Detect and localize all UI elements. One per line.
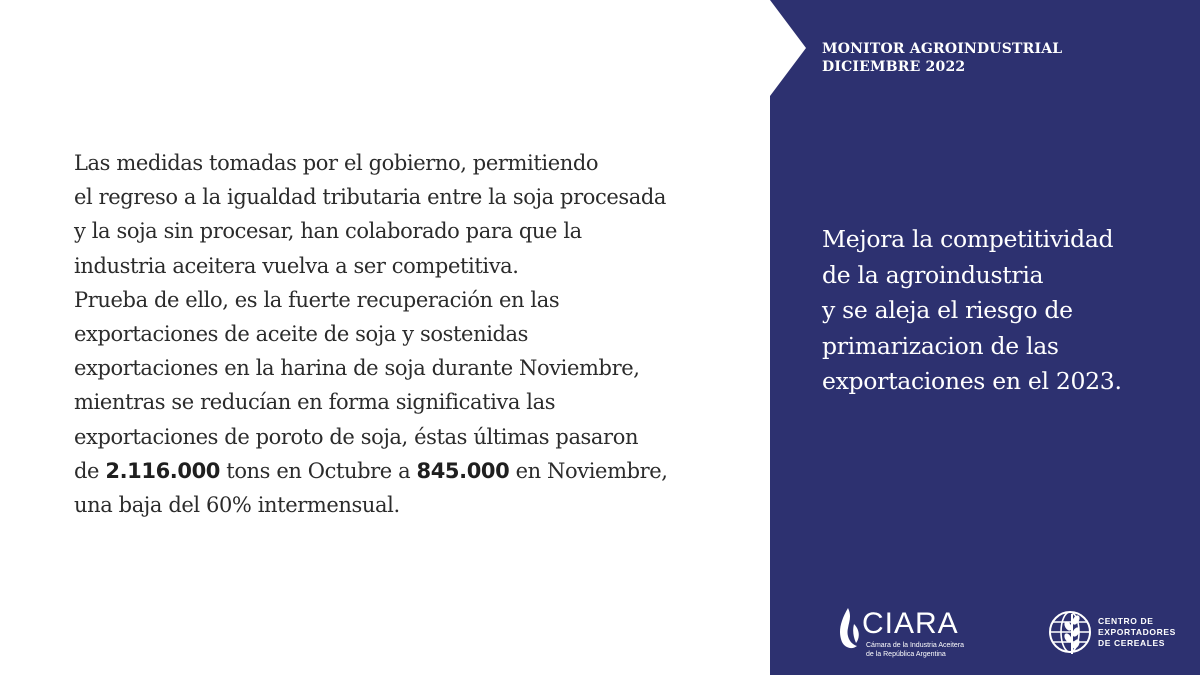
body-line: exportaciones de aceite de soja y sostenidas [74, 322, 529, 347]
headline-line: y se aleja el riesgo de [822, 296, 1073, 324]
report-header [822, 40, 1062, 76]
body-line: el regreso a la igualdad tributaria entre la soja procesada [74, 185, 667, 210]
cec-wordmark-line: EXPORTADORES [1098, 627, 1176, 637]
body-line: mientras se reducían en forma significativa las [74, 390, 556, 415]
body-line: Las medidas tomadas por el gobierno, permitiendo [74, 151, 599, 175]
body-line: industria aceitera vuelva a ser competitiva. [74, 253, 519, 278]
body-line-figures [74, 454, 734, 488]
body-line: y la soja sin procesar, han colaborado para que la [74, 219, 582, 244]
october-tons-value: 2.116.000 [105, 458, 220, 483]
report-date: DICIEMBRE 2022 [822, 59, 966, 75]
november-tons-value: 845.000 [416, 458, 510, 483]
ciara-wordmark: CIARA [862, 607, 959, 640]
ciara-logo [836, 606, 996, 658]
body-text-fragment: en Noviembre, [509, 458, 668, 483]
cec-wordmark-line: CENTRO DE [1098, 616, 1154, 626]
report-title: MONITOR AGROINDUSTRIAL [822, 41, 1063, 57]
ciara-subtitle-line: Cámara de la Industria Aceitera [866, 642, 965, 649]
body-line: una baja del 60% intermensual. [74, 493, 400, 518]
headline-line: de la agroindustria [822, 260, 1044, 289]
ciara-subtitle [866, 641, 996, 659]
cec-wordmark-line: DE CEREALES [1098, 638, 1166, 648]
headline-line: Mejora la competitividad [822, 225, 1114, 253]
headline-line: primarizacion de las [822, 331, 1059, 360]
body-text-fragment: tons en Octubre a [220, 458, 417, 483]
body-line: exportaciones en la harina de soja durante Noviembre, [74, 356, 640, 381]
body-line: exportaciones de poroto de soja, éstas últimas pasaron [74, 424, 639, 449]
headline-line: exportaciones en el 2023. [822, 367, 1122, 395]
panel-notch [770, 0, 810, 96]
cec-logo [1048, 604, 1188, 664]
body-paragraph [74, 146, 734, 522]
oil-drop-leaf-icon [836, 606, 862, 652]
body-line: Prueba de ello, es la fuerte recuperación en las [74, 287, 560, 312]
ciara-subtitle-line: de la República Argentina [866, 651, 946, 658]
body-text-fragment: de [74, 458, 106, 483]
globe-wheat-icon [1048, 604, 1094, 660]
headline [822, 222, 1182, 400]
cec-wordmark [1098, 616, 1176, 649]
